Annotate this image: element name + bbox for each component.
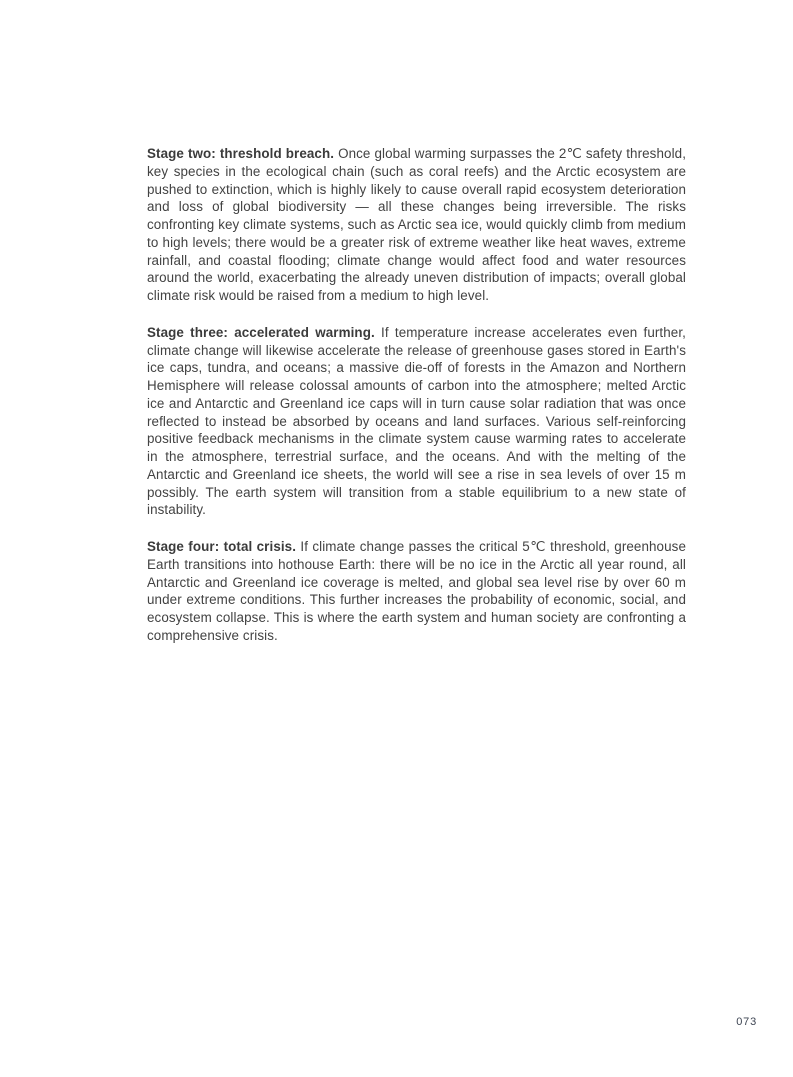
paragraph-stage-three-body: If temperature increase accelerates even further, climate change will likewise accelerate the release of greenhouse gases stored in Earth's ice caps, tundra, and oceans; a massive die-off of forests in the Amazon and Northern Hemisphere will release colossal amounts of carbon into the atmosphere; melted Arctic ice and Antarctic and Greenland ice caps will in turn cause solar radiation that was once reflected to instead be absorbed by oceans and land surfaces. Various self-reinforcing positive feedback mechanisms in the climate system cause warming rates to accelerate in the atmosphere, terrestrial surface, and the oceans. And with the melting of the Antarctic and Greenland ice sheets, the world will see a rise in sea levels of over 15 m possibly. The earth system will transition from a stable equilibrium to a new state of instability. xyxy=(147,324,686,518)
paragraph-stage-four-body: If climate change passes the critical 5℃ threshold, greenhouse Earth transitions into hothouse Earth: there will be no ice in the Arctic all year round, all Antarctic and Greenland ice coverage is melted, and global sea level rise by over 60 m under extreme conditions. This further increases the probability of economic, social, and ecosystem collapse. This is where the earth system and human society are confronting a comprehensive crisis. xyxy=(147,539,686,643)
paragraph-stage-four xyxy=(147,538,686,645)
paragraph-stage-three-lead: Stage three: accelerated warming. xyxy=(147,324,375,340)
paragraph-stage-two-lead: Stage two: threshold breach. xyxy=(147,146,335,161)
paragraph-stage-three xyxy=(147,324,686,519)
page-content xyxy=(147,145,686,664)
paragraph-stage-four-lead: Stage four: total crisis. xyxy=(147,539,297,554)
page-number: 073 xyxy=(736,1016,757,1028)
paragraph-stage-two-body: Once global warming surpasses the 2℃ safety threshold, key species in the ecological chain (such as coral reefs) and the Arctic ecosystem are pushed to extinction, which is highly likely to cause overall rapid ecosystem deterioration and loss of global biodiversity — all these changes being irreversible. The risks confronting key climate systems, such as Arctic sea ice, would quickly climb from medium to high levels; there would be a greater risk of extreme weather like heat waves, extreme rainfall, and coastal flooding; climate change would affect food and water resources around the world, exacerbating the already uneven distribution of impacts; overall global climate risk would be raised from a medium to high level. xyxy=(147,146,687,303)
paragraph-stage-two xyxy=(147,145,686,305)
